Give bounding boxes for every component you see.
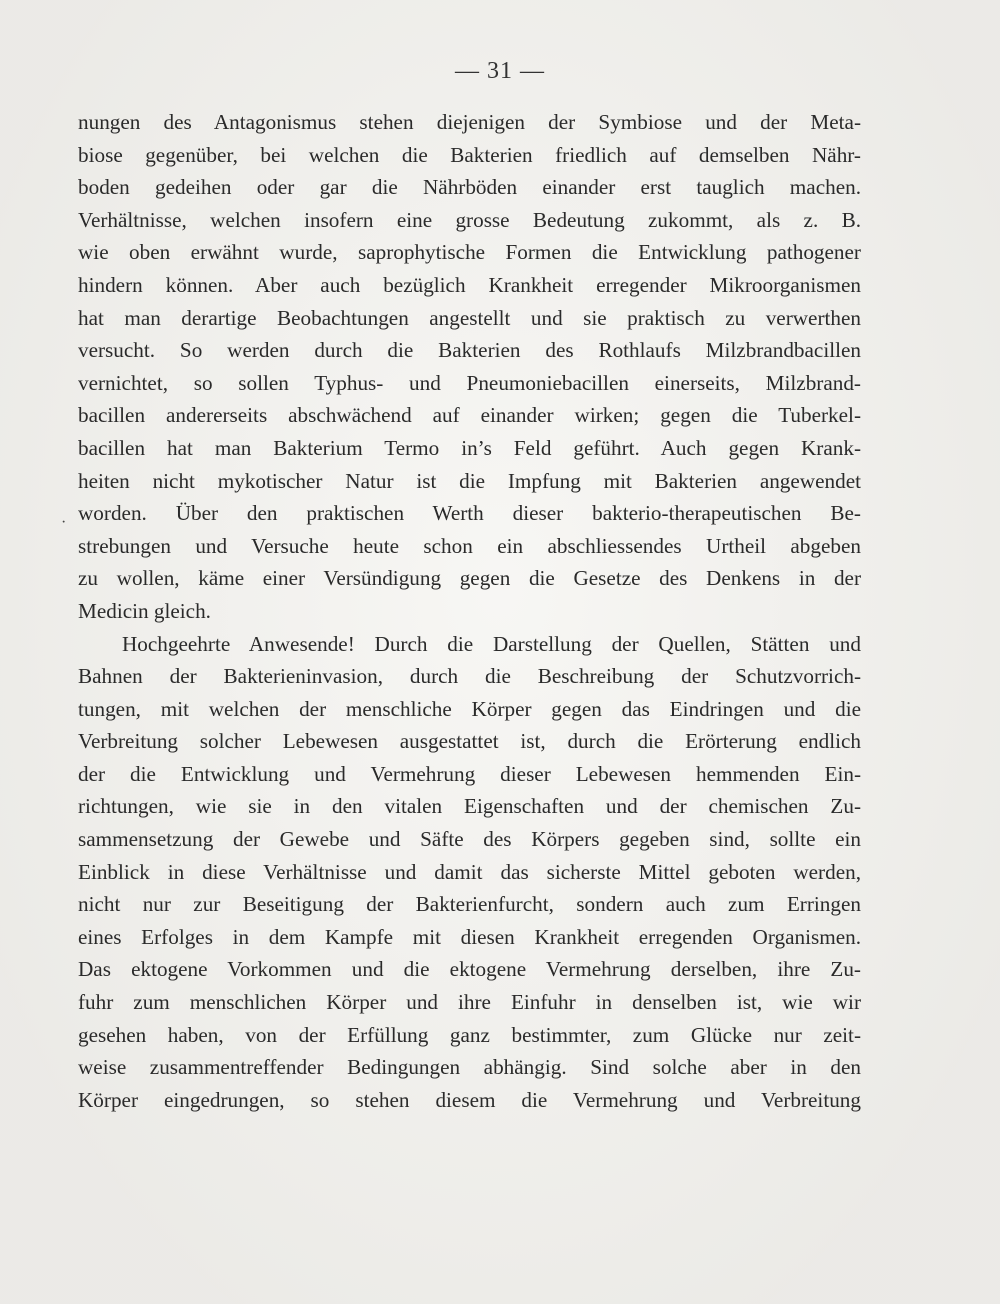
- text-line: Medicin gleich.: [78, 598, 211, 623]
- text-line: Das ektogene Vorkommen und die ektogene Vermehrung derselben, ihre Zu-: [78, 957, 861, 982]
- text-line: weise zusammentreffender Bedingungen abhängig. Sind solche aber in den: [78, 1055, 861, 1080]
- text-line: strebungen und Versuche heute schon ein abschliessendes Urtheil abgeben: [78, 533, 861, 558]
- text-line: Bahnen der Bakterieninvasion, durch die Beschreibung der Schutzvorrich-: [78, 664, 861, 689]
- text-line: Verbreitung solcher Lebewesen ausgestattet ist, durch die Erörterung endlich: [78, 729, 861, 754]
- text-line: zu wollen, käme einer Versündigung gegen die Gesetze des Denkens in der: [78, 566, 861, 591]
- text-line: Verhältnisse, welchen insofern eine grosse Bedeutung zukommt, als z. B.: [78, 207, 861, 232]
- text-line: nungen des Antagonismus stehen diejenigen der Symbiose und der Meta-: [78, 110, 861, 134]
- text-line: richtungen, wie sie in den vitalen Eigenschaften und der chemischen Zu-: [78, 794, 861, 819]
- text-line: Einblick in diese Verhältnisse und damit das sicherste Mittel geboten werden,: [78, 859, 861, 884]
- body-text: [78, 106, 861, 1116]
- text-line: vernichtet, so sollen Typhus- und Pneumoniebacillen einerseits, Milzbrand-: [78, 370, 861, 395]
- text-line: sammensetzung der Gewebe und Säfte des Körpers gegeben sind, sollte ein: [78, 827, 861, 852]
- paragraph-2: [78, 628, 861, 1117]
- text-line: boden gedeihen oder gar die Nährböden einander erst tauglich machen.: [78, 175, 861, 200]
- text-line: fuhr zum menschlichen Körper und ihre Einfuhr in denselben ist, wie wir: [78, 990, 861, 1015]
- text-line: eines Erfolges in dem Kampfe mit diesen Krankheit erregenden Organismen.: [78, 924, 861, 949]
- stray-ink-mark: ·: [61, 514, 67, 531]
- paragraph-1: [78, 106, 861, 628]
- text-line: nicht nur zur Beseitigung der Bakterienfurcht, sondern auch zum Erringen: [78, 892, 861, 917]
- text-line: heiten nicht mykotischer Natur ist die Impfung mit Bakterien angewendet: [78, 468, 861, 493]
- text-line: biose gegenüber, bei welchen die Bakterien friedlich auf demselben Nähr-: [78, 142, 861, 167]
- text-line: gesehen haben, von der Erfüllung ganz bestimmter, zum Glücke nur zeit-: [78, 1022, 861, 1047]
- text-line: wie oben erwähnt wurde, saprophytische Formen die Entwicklung pathogener: [78, 240, 861, 265]
- text-line: Hochgeehrte Anwesende! Durch die Darstellung der Quellen, Stätten und: [122, 631, 861, 656]
- text-line: versucht. So werden durch die Bakterien des Rothlaufs Milzbrandbacillen: [78, 338, 861, 363]
- text-line: der die Entwicklung und Vermehrung dieser Lebewesen hemmenden Ein-: [78, 761, 861, 786]
- text-line: hat man derartige Beobachtungen angestellt und sie praktisch zu verwerthen: [78, 305, 861, 330]
- text-line: bacillen hat man Bakterium Termo in’s Feld geführt. Auch gegen Krank-: [78, 435, 861, 460]
- text-line: worden. Über den praktischen Werth dieser bakterio-therapeutischen Be-: [78, 501, 861, 526]
- text-line: hindern können. Aber auch bezüglich Krankheit erregender Mikroorganismen: [78, 272, 861, 297]
- text-line: tungen, mit welchen der menschliche Körper gegen das Eindringen und die: [78, 696, 861, 721]
- text-line: bacillen andererseits abschwächend auf einander wirken; gegen die Tuberkel-: [78, 403, 861, 428]
- text-line: Körper eingedrungen, so stehen diesem die Vermehrung und Verbreitung: [78, 1087, 861, 1112]
- page-number: — 31 —: [455, 58, 545, 84]
